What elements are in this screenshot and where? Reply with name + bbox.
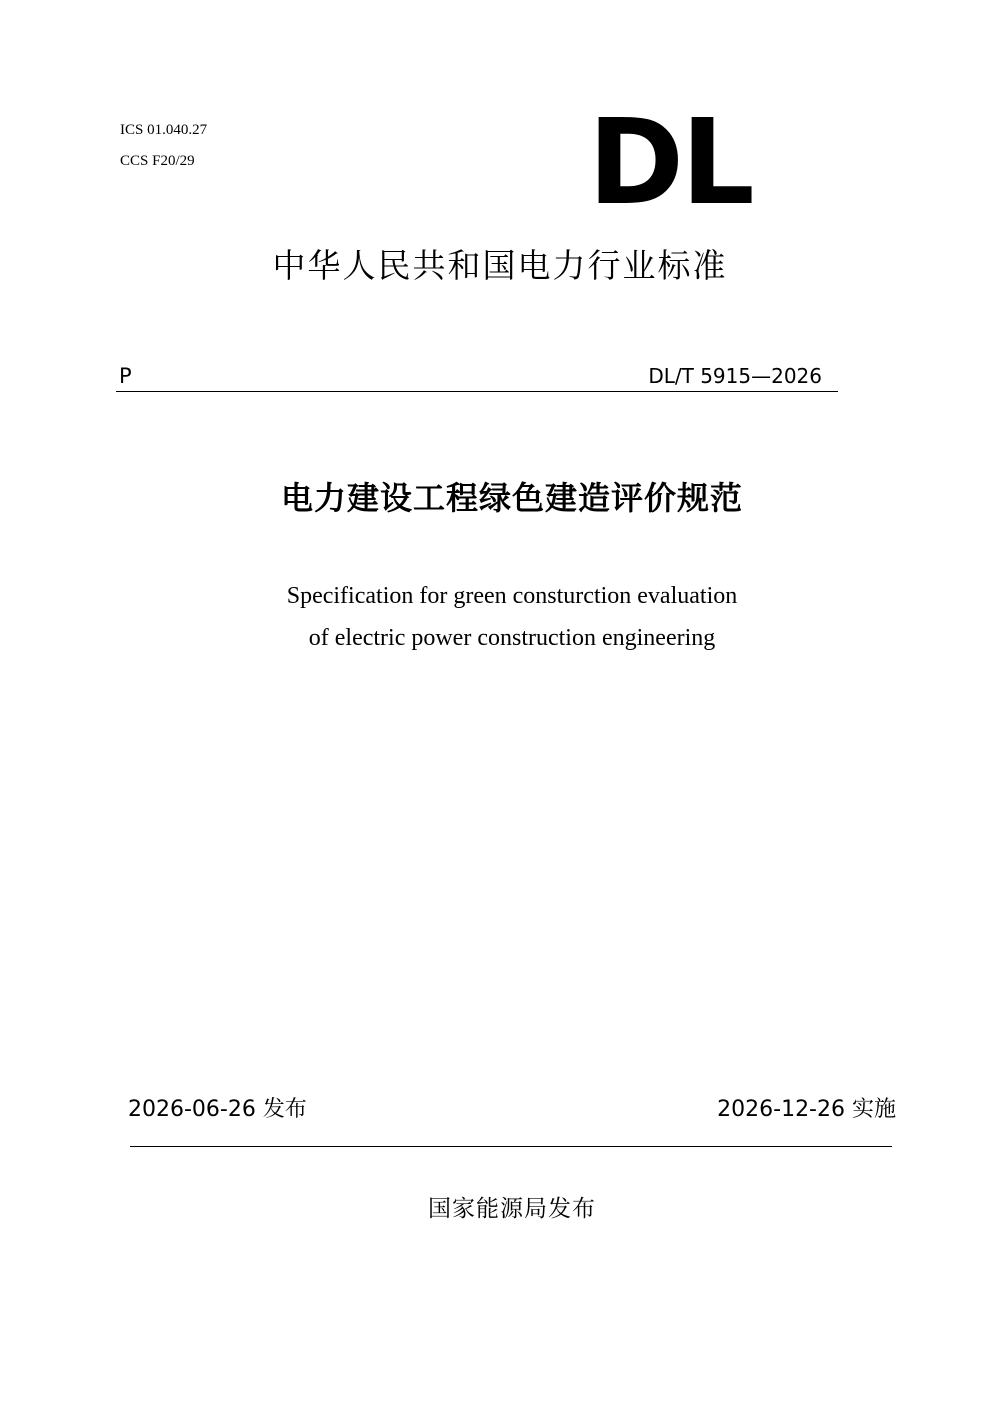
document-title-en-line2: of electric power construction engineering (308, 625, 716, 651)
implementation-date: 2026-12-26 实施 (717, 1097, 896, 1122)
classification-code: P (119, 364, 132, 388)
ccs-code: CCS F20/29 (120, 153, 195, 169)
issue-date: 2026-06-26 发布 (128, 1097, 307, 1122)
document-title-zh: 电力建设工程绿色建造评价规范 (280, 479, 743, 517)
dl-logo: DL (588, 93, 752, 231)
footer-divider (130, 1146, 892, 1147)
issuing-authority: 国家能源局发布 (428, 1196, 596, 1222)
standard-category-title: 中华人民共和国电力行业标准 (272, 246, 728, 285)
ics-code: ICS 01.040.27 (120, 122, 208, 138)
standard-number: DL/T 5915—2026 (648, 364, 822, 388)
header-divider (116, 391, 838, 392)
document-title-en-line1: Specification for green consturction evaluation (286, 583, 738, 609)
